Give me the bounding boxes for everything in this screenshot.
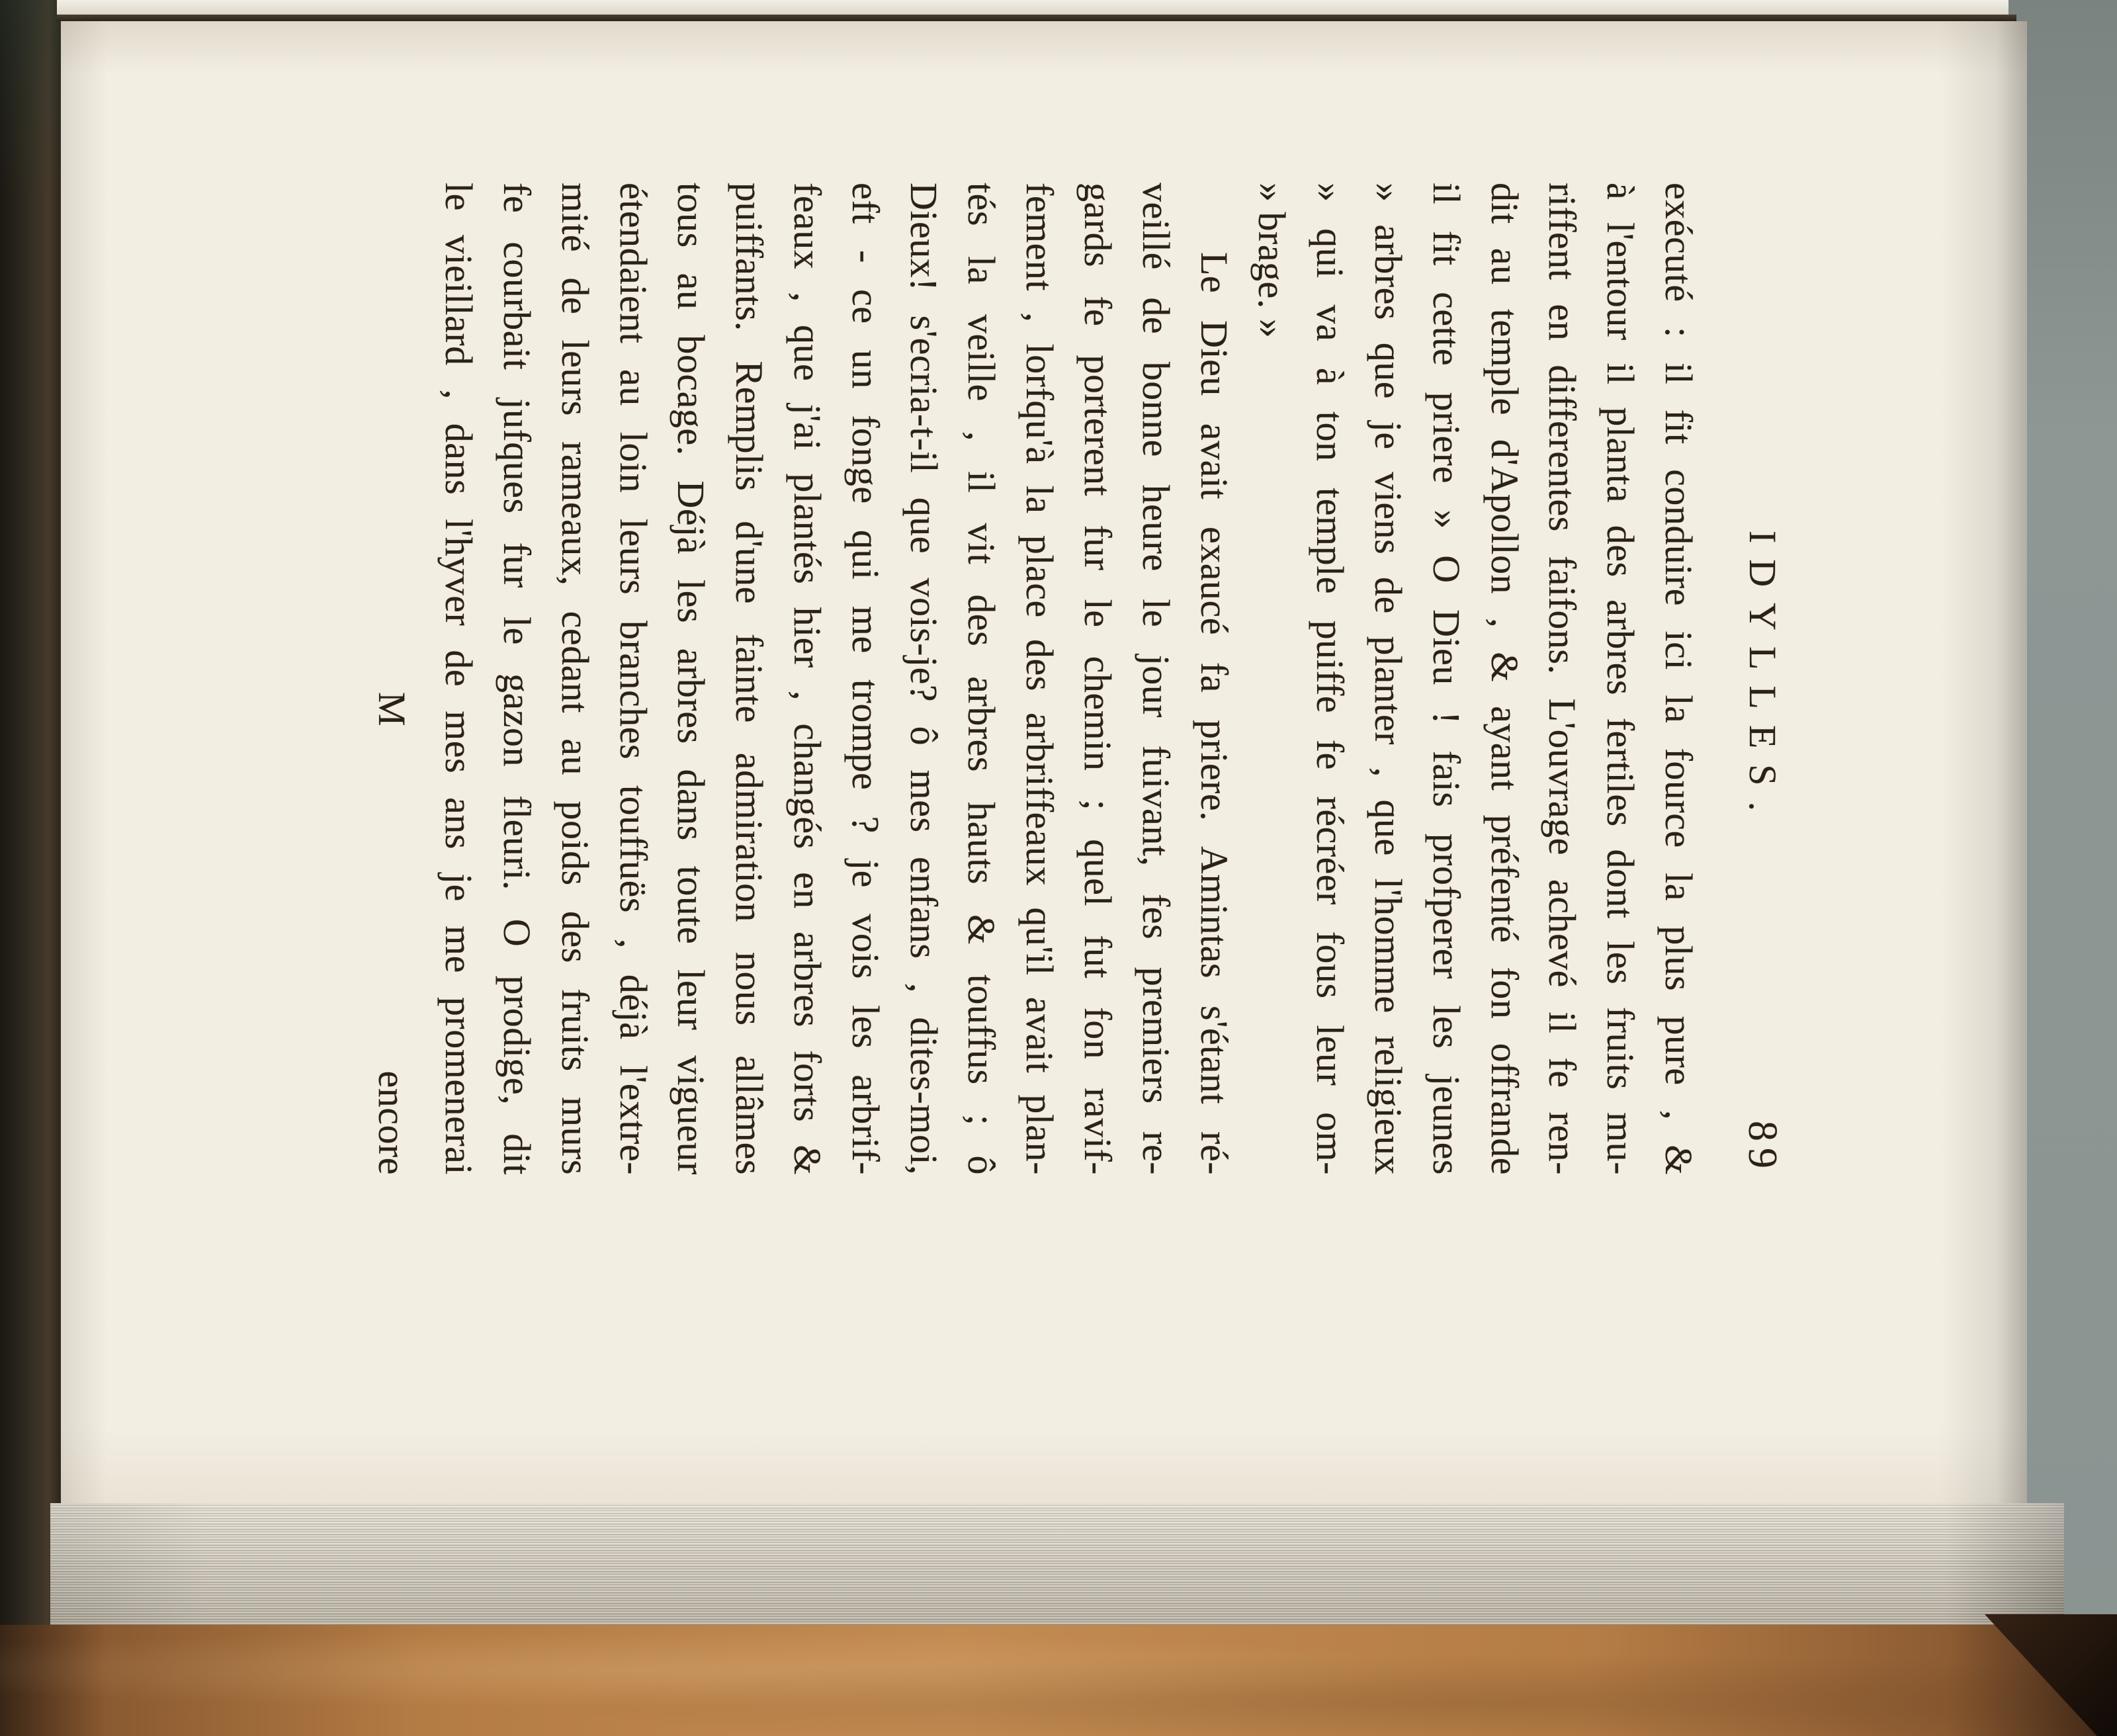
- text-line: Dieux! s'ecria-t-il que vois-je? ô mes enfans , dites-moi,: [902, 183, 945, 1175]
- text-line: fe courbait jufques fur le gazon fleuri. O prodige, dit: [496, 183, 539, 1175]
- text-line: exécuté : il fit conduire ici la fource la plus pure , &: [1657, 183, 1700, 1175]
- text-line: puiffants. Remplis d'une fainte admiration nous allâmes: [728, 183, 771, 1175]
- text-line: le vieillard , dans l'hyver de mes ans je me promenerai: [437, 183, 481, 1175]
- text-line: » arbres que je viens de planter , que l'homme religieux: [1367, 183, 1410, 1175]
- book-binding-left: [0, 0, 62, 1634]
- text-line: eft - ce un fonge qui me trompe ? je vois les arbrif-: [843, 183, 887, 1175]
- text-line: il fit cette priere » O Dieu ! fais profperer les jeunes: [1424, 183, 1468, 1175]
- facing-page-edge: [57, 0, 2009, 15]
- text-line: » qui va à ton temple puiffe fe récréer fous leur om-: [1309, 183, 1352, 1175]
- text-line: à l'entour il planta des arbres fertiles dont les fruits mu-: [1599, 183, 1643, 1175]
- signature-mark: M: [370, 692, 414, 726]
- text-line: » brage. »: [1250, 183, 1294, 339]
- running-head-row: [1733, 183, 1792, 1175]
- text-line: dit au temple d'Apollon , & ayant préfenté fon offrande: [1483, 183, 1526, 1175]
- running-head: IDYLLES.: [1741, 530, 1784, 828]
- text-line: fement , lorfqu'à la place des arbriffeaux qu'il avait plan-: [1018, 183, 1062, 1175]
- page-number: 89: [1740, 1121, 1785, 1175]
- text-line: feaux , que j'ai plantés hier , changés en arbres forts &: [786, 183, 830, 1175]
- text-line: Le Dieu avait exaucé fa priere. Amintas s'étant ré-: [1192, 252, 1236, 1175]
- text-block: [359, 183, 1801, 1175]
- text-line: tous au bocage. Déjà les arbres dans toute leur vigueur: [670, 183, 713, 1175]
- text-line: étendaient au loin leurs branches touffuës , déjà l'extre-: [611, 183, 655, 1175]
- text-line: veillé de bonne heure le jour fuivant, fes premiers re-: [1134, 183, 1178, 1175]
- text-line: riffent en differentes faifons. L'ouvrage achevé il fe ren-: [1541, 183, 1584, 1175]
- text-line: tés la veille , il vit des arbres hauts & touffus ; ô: [960, 183, 1004, 1175]
- footer-row: [363, 183, 421, 1175]
- gutter-line: [57, 15, 2016, 21]
- text-line: mité de leurs rameaux, cedant au poids des fruits murs: [553, 183, 597, 1175]
- text-line: gards fe porterent fur le chemin ; quel fut fon ravif-: [1076, 183, 1120, 1175]
- page-edges-stack: [50, 1503, 2064, 1628]
- catchword: encore: [370, 1070, 414, 1175]
- leather-cover: [0, 1625, 2117, 1736]
